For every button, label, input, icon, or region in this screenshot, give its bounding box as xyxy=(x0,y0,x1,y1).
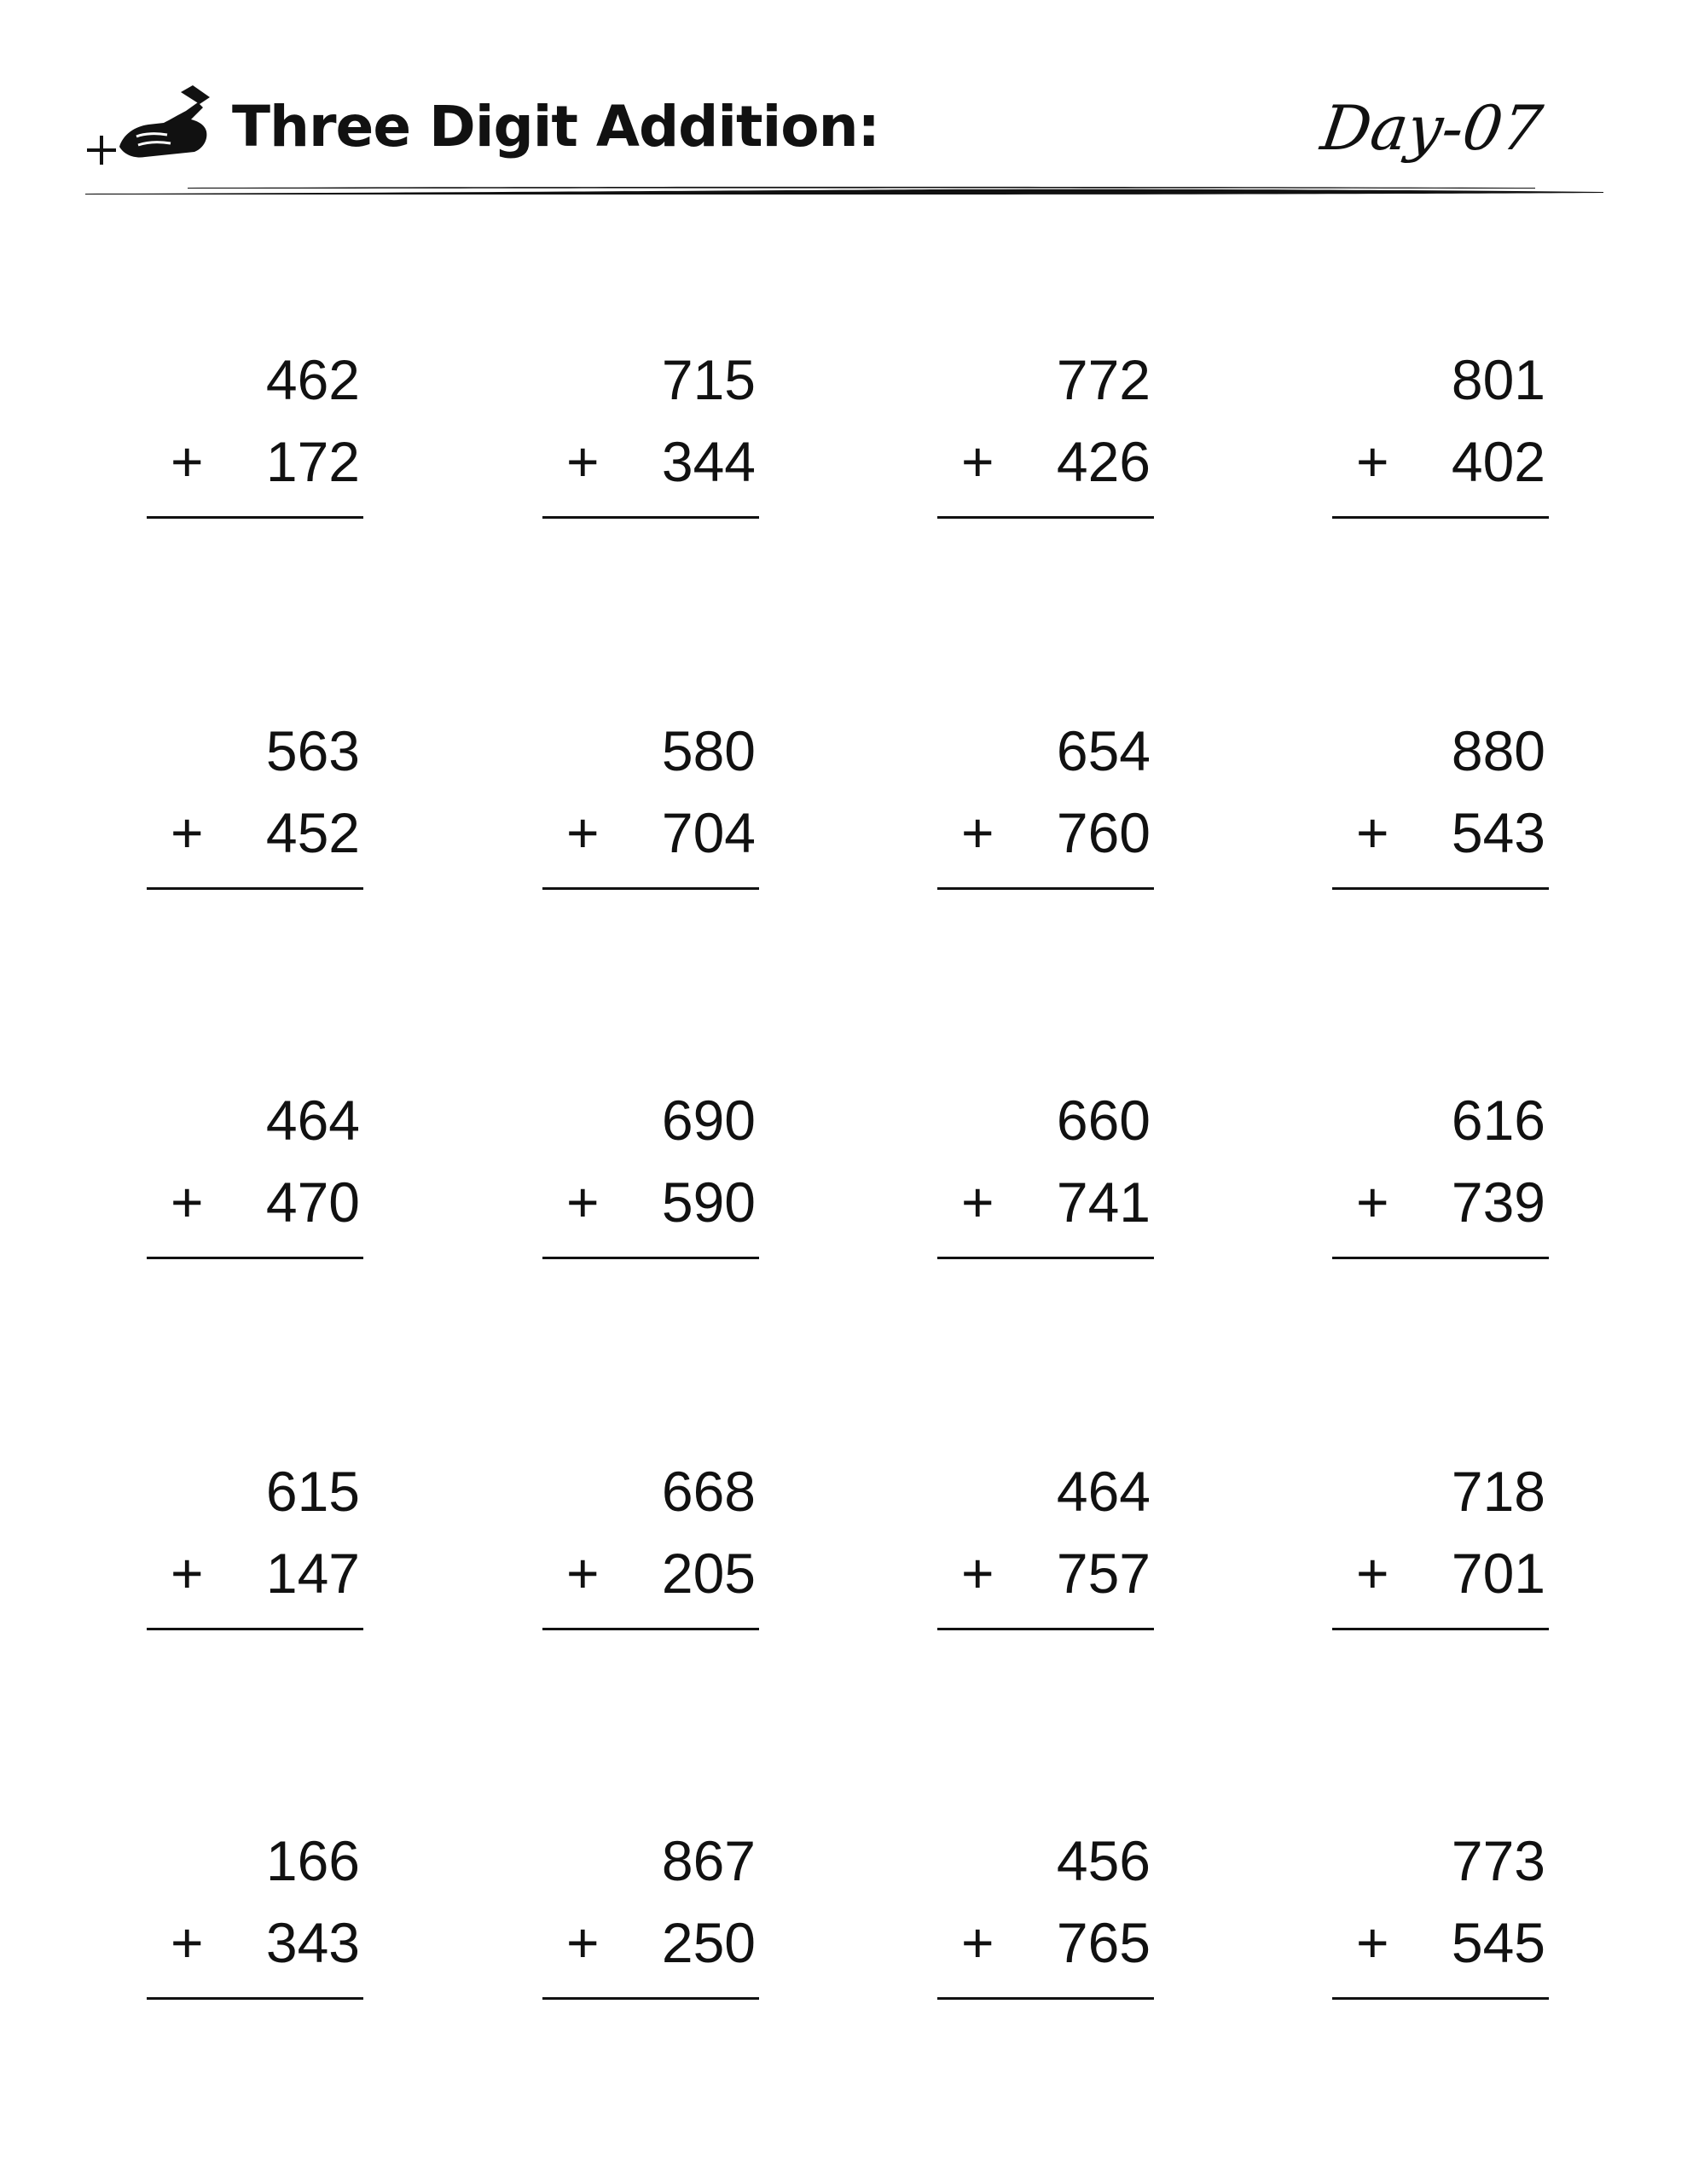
addition-problem xyxy=(542,1827,773,2014)
top-addend: 660 xyxy=(1056,1089,1151,1152)
top-addend: 616 xyxy=(1451,1089,1545,1152)
addition-problem xyxy=(147,1086,377,1274)
top-addend: 462 xyxy=(265,348,360,411)
bottom-addend: 402 xyxy=(1451,430,1545,493)
answer-line xyxy=(147,1997,363,2000)
answer-line xyxy=(147,516,363,519)
answer-line xyxy=(542,887,759,890)
bottom-addend: 172 xyxy=(265,430,360,493)
answer-line xyxy=(147,1628,363,1630)
bottom-addend: 757 xyxy=(1056,1542,1151,1605)
bottom-addend: 739 xyxy=(1451,1170,1545,1234)
answer-line xyxy=(1332,1628,1549,1630)
top-addend: 801 xyxy=(1451,348,1545,411)
addition-problem xyxy=(542,346,773,533)
plus-sign: + xyxy=(566,1170,600,1234)
bottom-addend: 741 xyxy=(1056,1170,1151,1234)
bottom-addend: 590 xyxy=(661,1170,756,1234)
answer-line xyxy=(542,1257,759,1259)
top-addend: 615 xyxy=(265,1460,360,1523)
addition-problem xyxy=(1332,1827,1562,2014)
addition-problem xyxy=(147,1827,377,2014)
top-addend: 773 xyxy=(1451,1829,1545,1892)
bottom-addend: 701 xyxy=(1451,1542,1545,1605)
plus-sign: + xyxy=(961,801,994,864)
plus-sign: + xyxy=(1356,1170,1389,1234)
addition-problem xyxy=(542,1457,773,1645)
bottom-addend: 344 xyxy=(661,430,756,493)
top-addend: 464 xyxy=(1056,1460,1151,1523)
plus-sign: + xyxy=(961,1542,994,1605)
plus-sign: + xyxy=(961,1170,994,1234)
addition-problem xyxy=(1332,1086,1562,1274)
bottom-addend: 760 xyxy=(1056,801,1151,864)
bottom-addend: 426 xyxy=(1056,430,1151,493)
top-addend: 166 xyxy=(265,1829,360,1892)
answer-line xyxy=(937,1628,1154,1630)
top-addend: 690 xyxy=(661,1089,756,1152)
addition-problem xyxy=(542,717,773,904)
top-addend: 772 xyxy=(1056,348,1151,411)
answer-line xyxy=(937,1997,1154,2000)
plus-sign: + xyxy=(1356,801,1389,864)
top-addend: 668 xyxy=(661,1460,756,1523)
plus-sign: + xyxy=(1356,430,1389,493)
answer-line xyxy=(147,887,363,890)
top-addend: 464 xyxy=(265,1089,360,1152)
plus-sign: + xyxy=(566,1911,600,1974)
top-addend: 715 xyxy=(661,348,756,411)
plus-sign: + xyxy=(961,1911,994,1974)
addition-problem xyxy=(937,1827,1168,2014)
addition-problem xyxy=(1332,717,1562,904)
top-addend: 880 xyxy=(1451,719,1545,782)
plus-sign: + xyxy=(566,801,600,864)
top-addend: 456 xyxy=(1056,1829,1151,1892)
answer-line xyxy=(1332,1997,1549,2000)
addition-problem xyxy=(147,346,377,533)
top-addend: 654 xyxy=(1056,719,1151,782)
plus-sign: + xyxy=(1356,1911,1389,1974)
answer-line xyxy=(937,1257,1154,1259)
answer-line xyxy=(937,516,1154,519)
addition-problem xyxy=(937,717,1168,904)
addition-problem xyxy=(1332,1457,1562,1645)
answer-line xyxy=(1332,1257,1549,1259)
answer-line xyxy=(937,887,1154,890)
top-addend: 563 xyxy=(265,719,360,782)
addition-problem xyxy=(147,1457,377,1645)
top-addend: 718 xyxy=(1451,1460,1545,1523)
addition-problem xyxy=(147,717,377,904)
answer-line xyxy=(542,1628,759,1630)
bottom-addend: 250 xyxy=(661,1911,756,1974)
top-addend: 867 xyxy=(661,1829,756,1892)
bottom-addend: 205 xyxy=(661,1542,756,1605)
answer-line xyxy=(542,1997,759,2000)
plus-sign: + xyxy=(171,1911,204,1974)
plus-sign: + xyxy=(566,1542,600,1605)
answer-line xyxy=(147,1257,363,1259)
bottom-addend: 765 xyxy=(1056,1911,1151,1974)
bottom-addend: 545 xyxy=(1451,1911,1545,1974)
plus-sign: + xyxy=(1356,1542,1389,1605)
addition-problem xyxy=(1332,346,1562,533)
plus-sign: + xyxy=(171,1542,204,1605)
addition-problem xyxy=(937,1086,1168,1274)
bottom-addend: 704 xyxy=(661,801,756,864)
top-addend: 580 xyxy=(661,719,756,782)
addition-problem xyxy=(542,1086,773,1274)
plus-sign: + xyxy=(171,1170,204,1234)
answer-line xyxy=(1332,887,1549,890)
answer-line xyxy=(1332,516,1549,519)
bottom-addend: 147 xyxy=(265,1542,360,1605)
addition-problem xyxy=(937,1457,1168,1645)
bottom-addend: 452 xyxy=(265,801,360,864)
answer-line xyxy=(542,516,759,519)
addition-problem xyxy=(937,346,1168,533)
plus-sign: + xyxy=(171,430,204,493)
bottom-addend: 543 xyxy=(1451,801,1545,864)
bottom-addend: 343 xyxy=(265,1911,360,1974)
plus-sign: + xyxy=(171,801,204,864)
bottom-addend: 470 xyxy=(265,1170,360,1234)
page-title: Three Digit Addition: xyxy=(232,94,879,160)
plus-sign: + xyxy=(566,430,600,493)
day-label: Day-07 xyxy=(1317,92,1547,164)
plus-sign: + xyxy=(961,430,994,493)
